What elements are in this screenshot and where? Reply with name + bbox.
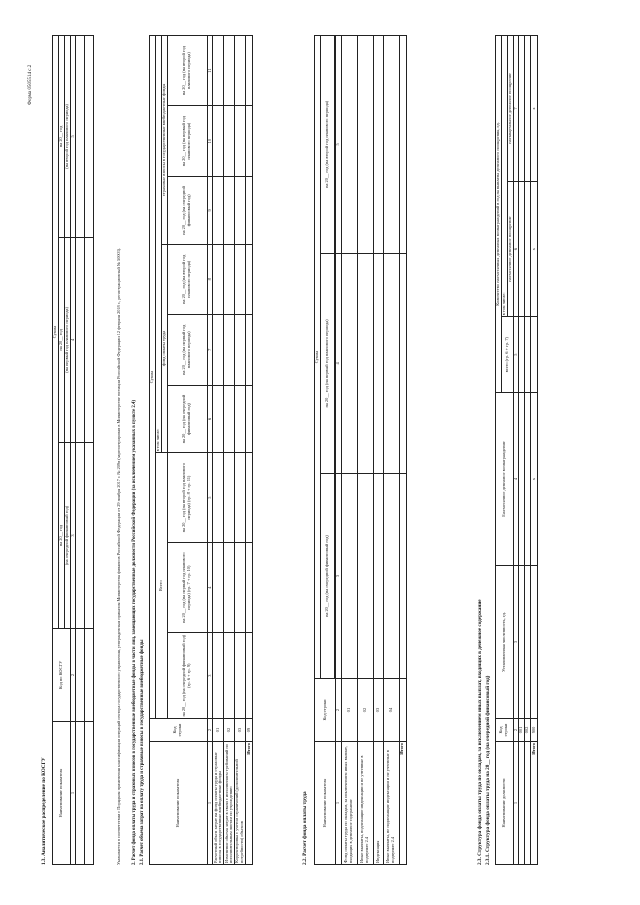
x-mark: х [531, 393, 538, 566]
col-y3: на 20__ год [58, 36, 64, 238]
row-code: 02 [224, 719, 235, 742]
col-staff: Установленная численность, ед. [496, 566, 514, 719]
num-cell: 8 [207, 244, 213, 314]
section-2-3-title: 2.3. Структура фонда оплаты труда по окладам, за исключением иных выплат, входящих в денежное содержание [477, 599, 483, 865]
x-mark: х [531, 36, 538, 182]
num-cell: 1 [70, 722, 76, 865]
num-cell: 6 [513, 182, 519, 317]
col-name: Наименование показателя [150, 742, 208, 865]
x-mark: х [531, 182, 538, 317]
kosgu-table [52, 35, 94, 865]
salary-structure-table [495, 35, 538, 865]
num-cell: 3 [207, 633, 213, 719]
row-code: 03 [235, 719, 246, 742]
col-incl: в том числе: [155, 36, 161, 453]
row-label: Иные выплаты, не подлежащие индексации и не учтенные в подпункте 2.4 [383, 742, 399, 865]
num-cell: 5 [513, 317, 519, 393]
col-name: Наименование показателя [53, 722, 71, 865]
col-f1: на 20__ год (на очередной финансовый год) [167, 385, 207, 453]
num-cell: 3 [335, 474, 341, 679]
data-cell [76, 36, 85, 238]
col-total: Всего [155, 453, 167, 719]
section-2-title: 2. Расчет фонда оплаты труда и страховых взносов в государственные внебюджетные фонды в части лиц, замещающих государственные должности Российской Федерации (за исключением указанных в пункте 2.4) [132, 399, 137, 865]
section-1-3-title: 1.3. Аналитическое распределение по КОСГУ [41, 757, 47, 865]
num-cell: 2 [335, 679, 341, 742]
num-cell: 4 [335, 253, 341, 473]
data-cell [76, 442, 85, 628]
data-cell [76, 722, 85, 865]
col-kosgu: Код по КОСГУ [53, 629, 71, 722]
data-cell [85, 237, 94, 442]
num-cell: 5 [335, 36, 341, 254]
row-label: Индексация [373, 742, 383, 865]
row-label: Иные выплаты, подлежащие индексации и не учтенные в подпункте 2.4 [357, 742, 373, 865]
row-code: 02 [357, 679, 373, 742]
row-label: Изменение объема затрат в связи с исполнением требований по исполнительным листам по учреждению [224, 742, 235, 865]
col-y1: на 20__ год [58, 442, 64, 628]
row-code: 01 [341, 679, 357, 742]
row-code: 03 [373, 679, 383, 742]
data-cell [76, 629, 85, 722]
row-code: 09 [246, 719, 253, 742]
total-label: Итого [246, 742, 253, 865]
num-cell: 3 [513, 566, 519, 719]
col-monthly: Ежемесячное денежное вознаграждение [496, 393, 514, 566]
col-i3: на 20__ год (на второй год планового периода) [167, 36, 207, 106]
col-name: Наименование должности [496, 742, 514, 865]
num-cell: 4 [207, 542, 213, 632]
col-c3: на 20__ год (на второй год планового периода) (гр. 8 + гр. 11) [167, 453, 207, 543]
num-cell: 5 [207, 453, 213, 543]
col-f2: на 20__ год (на первый год планового периода) [167, 314, 207, 385]
col-y2: на 20__ год [58, 237, 64, 442]
row-label: Фонд оплаты труда по окладам, за исключением иных выплат, входящих в денежное содержание [341, 742, 357, 865]
row-code: 001 [519, 719, 525, 742]
col-sum: Сумма [150, 36, 156, 719]
num-cell: 7 [513, 36, 519, 182]
col-code: Код строки [496, 719, 514, 742]
col-ins: страховые взносы в государственные внебюджетные фонды [161, 36, 167, 245]
col-monthly-bonus: ежемесячное денежное поощрение [507, 182, 513, 317]
data-cell [85, 629, 94, 722]
col-sum: Сумма [315, 36, 321, 679]
col-total: всего (гр. 6 + гр. 7) [501, 317, 513, 393]
data-cell [85, 36, 94, 238]
num-cell: 2 [70, 629, 76, 722]
row-label: Расчетный объем затрат на фонд оплаты труда и страховые взносы в государственные внебюджетные фонды [213, 742, 224, 865]
payroll-fund-table [314, 35, 407, 865]
col-y3: на 20__ год (на второй год планового периода) [320, 36, 334, 254]
num-cell: 3 [70, 442, 76, 628]
num-cell: 11 [207, 36, 213, 106]
col-name: Наименование показателя [315, 742, 336, 865]
col-code: Код строки [315, 679, 336, 742]
col-i2: на 20__ год (на первый год планового периода) [167, 106, 207, 177]
section-2-3-1-title: 2.3.1. Структура фонда оплаты труда на 20__ год (на очередной финансовый год) [485, 675, 491, 865]
data-cell [85, 722, 94, 865]
row-code: 04 [383, 679, 399, 742]
row-code: 01 [213, 719, 224, 742]
num-cell: 1 [513, 742, 519, 865]
col-fot: фонд оплаты труда [161, 244, 167, 453]
num-cell: 9 [207, 177, 213, 245]
num-cell: 4 [70, 237, 76, 442]
total-label: Итого [399, 742, 406, 865]
col-count: Количество ежемесячных денежных вознаграждений в год на выплаты денежного поощрения, ед. [496, 36, 502, 393]
col-f3: на 20__ год (на второй год планового периода) [167, 244, 207, 314]
data-cell [85, 442, 94, 628]
num-cell: 2 [207, 719, 213, 742]
col-incl: в том числе: [501, 36, 507, 317]
num-cell: 4 [513, 393, 519, 566]
form-number: Форма 0505514 с.2 [28, 64, 33, 105]
footnote: Указывается в соответствии с Порядком применения классификации операций сектора государственного управления, утвержденным приказом Министерства финансов Российской Федерации от 29 ноября 2017 г. № 209н (зарегистрирован в Министерстве юстиции Российской Федерации 12 февраля 2018 г., регистрационный № 50003). [116, 247, 121, 865]
col-i1: на 20__ год (на очередной финансовый год) [167, 177, 207, 245]
col-c1: на 20__ год (на очередной финансовый год) (гр. 6 + гр. 9) [167, 633, 207, 719]
col-sum: Сумма [53, 36, 59, 629]
payroll-costs-table [149, 35, 253, 865]
col-y1: на 20__ год (на очередной финансовый год) [320, 474, 334, 679]
rotated-sheet [20, 20, 620, 880]
col-y2: на 20__ год (на первый год планового периода) [320, 253, 334, 473]
num-cell: 10 [207, 106, 213, 177]
col-c2: на 20__ год (на первый год планового периода) (гр. 7 + гр. 10) [167, 542, 207, 632]
num-cell: 6 [207, 385, 213, 453]
col-y3-sub: (на второй год планового периода) [64, 36, 70, 238]
col-code: Код строки [150, 719, 208, 742]
section-2-2-title: 2.2. Расчет фонда оплаты труда [302, 791, 308, 865]
data-cell [76, 237, 85, 442]
row-code: 002 [525, 719, 531, 742]
section-2-1-title: 2.1. Расчет объема затрат на оплату труда и страховые взносы в государственные внебюджетные фонды [140, 639, 145, 865]
total-code: 900 [531, 719, 538, 742]
num-cell: 1 [207, 742, 213, 865]
total-label: Итого [531, 742, 538, 865]
col-quarterly-bonus: ежеквартальное денежное поощрение [507, 36, 513, 182]
num-cell: 2 [513, 719, 519, 742]
col-y2-sub: (на первый год планового периода) [64, 237, 70, 442]
num-cell: 5 [70, 36, 76, 238]
col-y1-sub: (на очередной финансовый год) [64, 442, 70, 628]
num-cell: 1 [335, 742, 341, 865]
num-cell: 7 [207, 314, 213, 385]
row-label: Корректировка с учетом ограничений (дополнительной потребности) объемов [235, 742, 246, 865]
